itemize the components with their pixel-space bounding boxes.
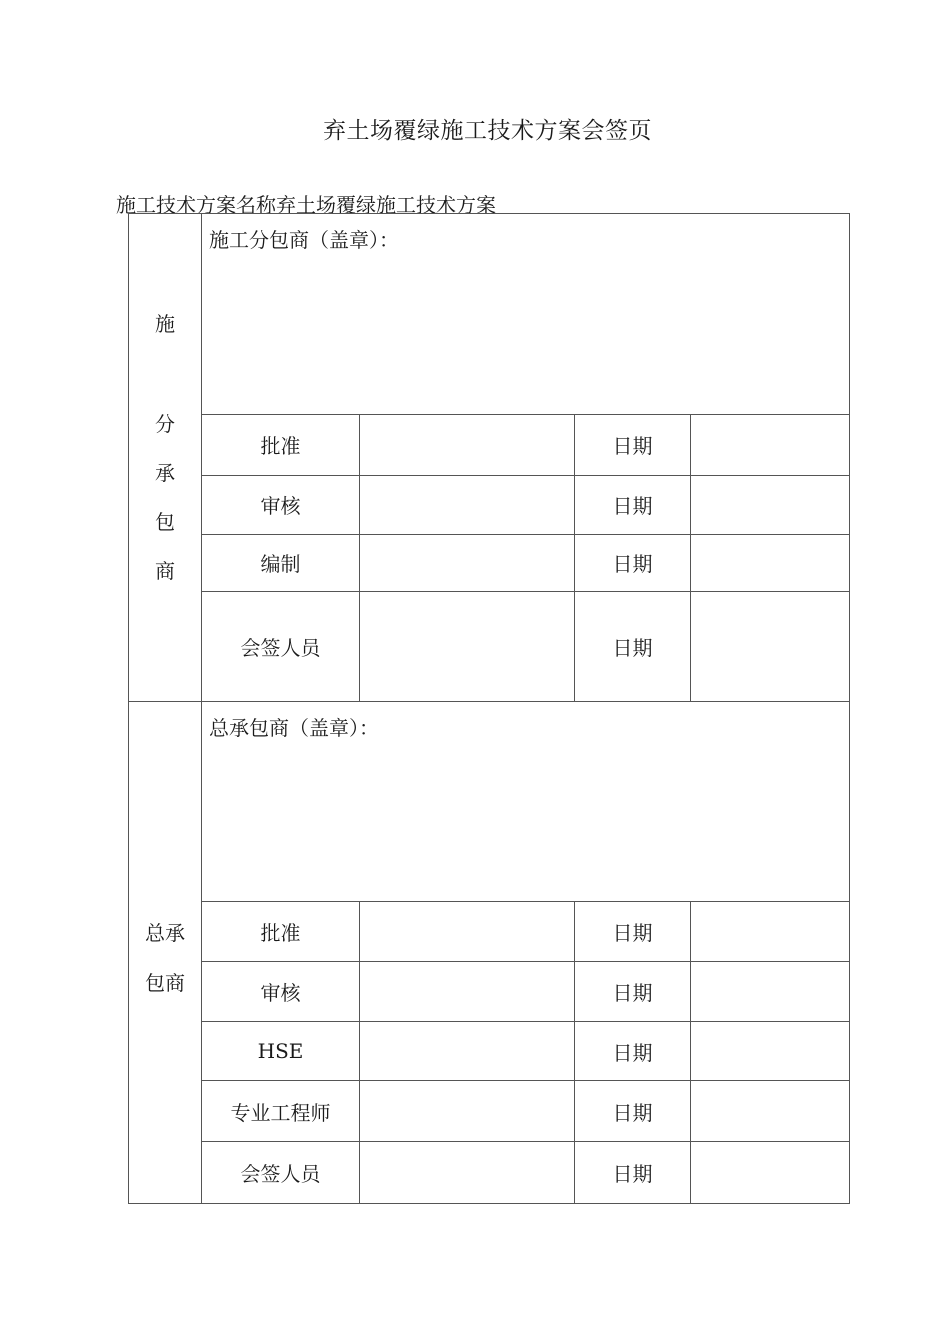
role-label: 审核 bbox=[202, 475, 360, 534]
gc-side-text: 总承 bbox=[145, 921, 185, 945]
role-label: 批准 bbox=[202, 415, 360, 475]
signature-field[interactable] bbox=[360, 1142, 575, 1204]
date-label: 日期 bbox=[575, 1022, 691, 1081]
date-field[interactable] bbox=[691, 1142, 850, 1204]
table-row bbox=[129, 1022, 850, 1081]
table-row bbox=[129, 415, 850, 475]
page-title: 弃土场覆绿施工技术方案会签页 bbox=[323, 118, 652, 144]
signature-field[interactable] bbox=[360, 902, 575, 962]
signature-field[interactable] bbox=[360, 962, 575, 1022]
general-contractor-seal-label: 总承包商（盖章）： bbox=[209, 716, 379, 740]
date-field[interactable] bbox=[691, 475, 850, 534]
date-label: 日期 bbox=[575, 534, 691, 591]
role-label: 编制 bbox=[202, 534, 360, 591]
date-field[interactable] bbox=[691, 1022, 850, 1081]
table-row bbox=[129, 1142, 850, 1204]
sub-side-char: 承 bbox=[155, 461, 175, 485]
table-row bbox=[129, 902, 850, 962]
table-row bbox=[129, 1081, 850, 1142]
date-field[interactable] bbox=[691, 591, 850, 701]
date-field[interactable] bbox=[691, 1081, 850, 1142]
role-label: 会签人员 bbox=[202, 1142, 360, 1204]
general-contractor-seal-cell[interactable] bbox=[202, 702, 850, 902]
date-label: 日期 bbox=[575, 591, 691, 701]
date-field[interactable] bbox=[691, 962, 850, 1022]
sub-side-char: 分 bbox=[155, 412, 175, 436]
sub-side-char: 商 bbox=[155, 559, 175, 583]
subcontractor-side-label bbox=[129, 214, 202, 702]
date-label: 日期 bbox=[575, 1142, 691, 1204]
role-label: 审核 bbox=[202, 962, 360, 1022]
date-label: 日期 bbox=[575, 902, 691, 962]
plan-name-line: 施工技术方案名称弃土场覆绿施工技术方案 bbox=[116, 193, 496, 217]
role-label: HSE bbox=[202, 1022, 360, 1081]
role-label: 专业工程师 bbox=[202, 1081, 360, 1142]
signature-field[interactable] bbox=[360, 1022, 575, 1081]
date-field[interactable] bbox=[691, 415, 850, 475]
sub-side-char: 包 bbox=[155, 510, 175, 534]
date-field[interactable] bbox=[691, 534, 850, 591]
date-label: 日期 bbox=[575, 475, 691, 534]
sub-side-char: 施 bbox=[155, 312, 175, 336]
signature-field[interactable] bbox=[360, 415, 575, 475]
date-label: 日期 bbox=[575, 415, 691, 475]
role-label: 批准 bbox=[202, 902, 360, 962]
table-row bbox=[129, 475, 850, 534]
signoff-table bbox=[128, 213, 850, 1204]
signature-field[interactable] bbox=[360, 591, 575, 701]
gc-side-text: 包商 bbox=[145, 971, 185, 995]
signature-field[interactable] bbox=[360, 1081, 575, 1142]
table-row bbox=[129, 962, 850, 1022]
date-label: 日期 bbox=[575, 962, 691, 1022]
role-label: 会签人员 bbox=[202, 591, 360, 701]
table-row bbox=[129, 534, 850, 591]
date-label: 日期 bbox=[575, 1081, 691, 1142]
date-field[interactable] bbox=[691, 902, 850, 962]
general-contractor-side-label bbox=[129, 702, 202, 1204]
table-row bbox=[129, 591, 850, 701]
subcontractor-seal-cell[interactable] bbox=[202, 214, 850, 415]
subcontractor-seal-label: 施工分包商（盖章）： bbox=[209, 228, 399, 252]
signature-field[interactable] bbox=[360, 475, 575, 534]
signature-field[interactable] bbox=[360, 534, 575, 591]
